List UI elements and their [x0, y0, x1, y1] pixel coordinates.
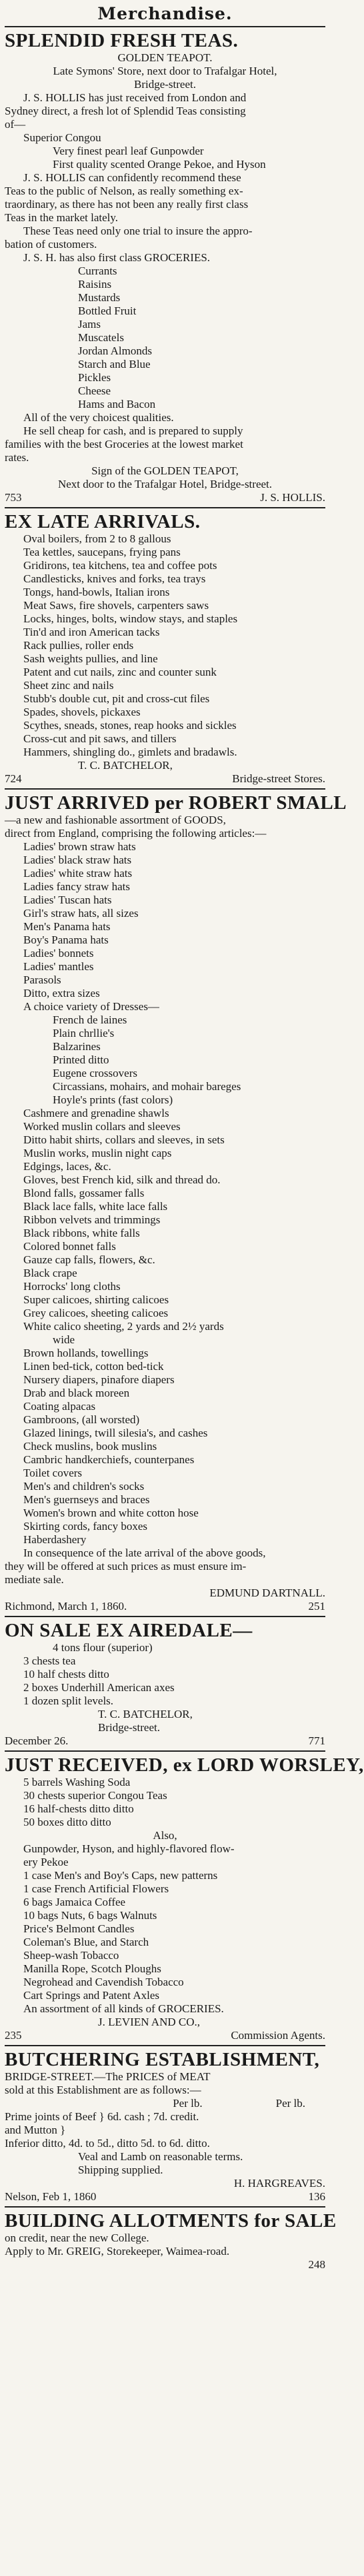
advertiser-address: Bridge-street. [98, 1721, 160, 1734]
ad-line: Cart Springs and Patent Axles [23, 1989, 159, 2002]
ad-line: Hams and Bacon [78, 398, 156, 410]
ad-heading: BUILDING ALLOTMENTS for SALE [5, 2210, 337, 2232]
ad-line: Gambroons, (all worsted) [23, 1413, 140, 1426]
price-col-label: Per lb. [275, 2097, 305, 2110]
ad-line: French de laines [53, 1013, 127, 1026]
advertiser-name: J. S. HOLLIS. [260, 491, 325, 504]
ad-line: Meat Saws, fire shovels, carpenters saws [23, 599, 209, 612]
ad-line: and Mutton } [5, 2124, 66, 2136]
ad-line: Super calicoes, shirting calicoes [23, 1293, 169, 1306]
ad-line: BRIDGE-STREET.—The PRICES of MEAT [5, 2070, 211, 2083]
ad-line: direct from England, comprising the following articles:— [5, 827, 267, 840]
price-col-label: Per lb. [173, 2097, 203, 2110]
ad-line: Drab and black moreen [23, 1387, 130, 1399]
ad-line: Parasols [23, 973, 61, 986]
ad-line: Negrohead and Cavendish Tobacco [23, 1976, 184, 1988]
ad-line: Price's Belmont Candles [23, 1922, 135, 1935]
ad-line: Cashmere and grenadine shawls [23, 1107, 169, 1119]
ad-line: Sign of the GOLDEN TEAPOT, [91, 464, 239, 477]
divider [5, 2045, 325, 2046]
ad-line: Ditto habit shirts, collars and sleeves, in sets [23, 1133, 225, 1146]
ad-number: 771 [308, 1734, 325, 1747]
ad-signature [5, 1600, 325, 1613]
divider [5, 1750, 325, 1752]
ad-line: Ladies' white straw hats [23, 867, 133, 880]
ad-signature [5, 491, 325, 504]
ad-line: Ladies fancy straw hats [23, 880, 131, 893]
ad-line: Bridge-street. [134, 78, 196, 91]
ad-butchering [5, 2049, 325, 2204]
ad-intro [5, 2070, 325, 2097]
ad-body [5, 2232, 325, 2258]
ad-line: Oval boilers, from 2 to 8 gallous [23, 532, 171, 545]
ad-line: Sydney direct, a fresh lot of Splendid Teas consisting [5, 105, 246, 117]
ad-line: Prime joints of Beef } 6d. cash ; 7d. credit. [5, 2110, 199, 2123]
ad-body [5, 2110, 325, 2177]
ad-body [5, 51, 325, 491]
ad-line: rates. [5, 451, 29, 464]
ad-line: Cheese [78, 384, 111, 397]
ad-line: All of the very choicest qualities. [23, 411, 174, 424]
advertiser-name: H. HARGREAVES. [233, 2177, 325, 2190]
ad-heading: JUST RECEIVED, ex LORD WORSLEY, [5, 1754, 364, 1776]
ad-late-arrivals [5, 511, 325, 786]
ad-line: 1 dozen split levels. [23, 1694, 114, 1707]
ad-line: Stubb's double cut, pit and cross-cut files [23, 692, 210, 705]
ad-line: sold at this Establishment are as follows:— [5, 2084, 201, 2096]
ad-line: Bottled Fruit [78, 305, 137, 317]
section-masthead: Merchandise. [97, 4, 233, 23]
ad-line: Sheet zinc and nails [23, 679, 114, 692]
ad-line: Ladies' Tuscan hats [23, 894, 112, 906]
ad-heading: JUST ARRIVED per ROBERT SMALL [5, 792, 347, 814]
ad-line: Black crape [23, 1267, 77, 1279]
ad-number: 753 [5, 491, 22, 504]
ad-line: Teas to the public of Nelson, as really something ex- [5, 185, 243, 197]
advertiser-address: Bridge-street Stores. [232, 772, 325, 785]
ad-date: Richmond, March 1, 1860. [5, 1600, 127, 1612]
ad-line: White calico sheeting, 2 yards and 2½ yards [23, 1320, 224, 1333]
ad-line: Coating alpacas [23, 1400, 96, 1413]
ad-line: Jordan Almonds [78, 344, 152, 357]
ad-robert-small [5, 792, 347, 1613]
ad-line: Glazed linings, twill silesia's, and cashes [23, 1427, 208, 1439]
ad-line: Skirting cords, fancy boxes [23, 1520, 148, 1533]
ad-line: Worked muslin collars and sleeves [23, 1120, 181, 1133]
ad-date: December 26. [5, 1734, 69, 1747]
ad-line: 1 case French Artificial Flowers [23, 1882, 169, 1895]
ad-line: Linen bed-tick, cotton bed-tick [23, 1360, 164, 1373]
ad-heading: ON SALE EX AIREDALE— [5, 1620, 253, 1641]
ad-number: 724 [5, 772, 22, 785]
advertiser-name: EDMUND DARTNALL. [209, 1587, 325, 1599]
ad-number: 235 [5, 2029, 22, 2042]
ad-line: families with the best Groceries at the lowest market [5, 438, 243, 450]
ad-line: on credit, near the new College. [5, 2232, 149, 2244]
ad-line: Pickles [78, 371, 111, 384]
divider [5, 2206, 325, 2208]
ad-line: Nursery diapers, pinafore diapers [23, 1373, 175, 1386]
ad-line: J. S. H. has also first class GROCERIES. [23, 251, 211, 264]
ad-line: Plain chrllie's [53, 1027, 115, 1039]
ad-number: 136 [308, 2190, 325, 2203]
ad-line: Haberdashery [23, 1533, 87, 1546]
ad-line: He sell cheap for cash, and is prepared to supply [23, 424, 243, 437]
ad-line: Ladies' black straw hats [23, 854, 132, 866]
ad-line: 2 boxes Underhill American axes [23, 1681, 175, 1694]
ad-line: Gloves, best French kid, silk and thread do. [23, 1173, 221, 1186]
ad-line: Edgings, laces, &c. [23, 1160, 111, 1173]
ad-lord-worsley [5, 1754, 364, 2042]
ad-body [5, 532, 325, 759]
ad-line: Ditto, extra sizes [23, 987, 100, 999]
ad-signature [5, 2029, 325, 2042]
ad-airedale [5, 1620, 325, 1748]
ad-line: 30 chests superior Congou Teas [23, 1789, 167, 1802]
ad-line: 4 tons flour (superior) [53, 1641, 153, 1654]
ad-line: 5 barrels Washing Soda [23, 1776, 131, 1788]
ad-line: Girl's straw hats, all sizes [23, 907, 139, 920]
ad-line: Ladies' mantles [23, 960, 94, 973]
ad-line: Apply to Mr. GREIG, Storekeeper, Waimea-road. [5, 2245, 230, 2257]
ad-body [5, 1776, 325, 2016]
ad-line: of— [5, 118, 26, 131]
ad-signature [5, 1734, 325, 1748]
ad-number: 251 [308, 1600, 325, 1612]
price-header [5, 2097, 325, 2110]
ad-line: 3 chests tea [23, 1654, 76, 1667]
ad-line: Superior Congou [23, 131, 101, 144]
ad-line: Next door to the Trafalgar Hotel, Bridge-street. [57, 478, 273, 490]
ad-line: Circassians, mohairs, and mohair bareges [53, 1080, 241, 1093]
ad-line: Very finest pearl leaf Gunpowder [53, 145, 204, 157]
ad-line: Horrocks' long cloths [23, 1280, 121, 1293]
ad-line: Also, [153, 1829, 177, 1842]
ad-line: Mustards [78, 291, 121, 304]
ad-line: —a new and fashionable assortment of GOODS, [5, 814, 226, 826]
ad-line: Raisins [78, 278, 112, 291]
ad-line: A choice variety of Dresses— [23, 1000, 159, 1013]
ad-line: Coleman's Blue, and Starch [23, 1936, 149, 1948]
ad-line: bation of customers. [5, 238, 97, 251]
ad-line: Gauze cap falls, flowers, &c. [23, 1253, 155, 1266]
ad-line: Men's guernseys and braces [23, 1493, 150, 1506]
ad-line: Tongs, hand-bowls, Italian irons [23, 586, 170, 598]
ad-line: Tea kettles, saucepans, frying pans [23, 546, 181, 558]
ad-line: These Teas need only one trial to insure the appro- [23, 225, 253, 237]
ad-line: Spades, shovels, pickaxes [23, 706, 141, 718]
ad-line: Sheep-wash Tobacco [23, 1949, 119, 1962]
ad-line: Hoyle's prints (fast colors) [53, 1093, 173, 1106]
divider [5, 788, 325, 790]
ad-line: Cambric handkerchiefs, counterpanes [23, 1453, 195, 1466]
ad-line: Grey calicoes, sheeting calicoes [23, 1307, 169, 1319]
ad-line: Printed ditto [53, 1053, 109, 1066]
ad-line: Brown hollands, towellings [23, 1347, 149, 1359]
ad-building-allotments [5, 2210, 337, 2271]
ad-line: First quality scented Orange Pekoe, and Hyson [53, 158, 266, 171]
ad-line: Rack pullies, roller ends [23, 639, 134, 652]
ad-line: Gridirons, tea kitchens, tea and coffee pots [23, 559, 217, 572]
ad-heading: EX LATE ARRIVALS. [5, 511, 201, 532]
ad-line: Eugene crossovers [53, 1067, 137, 1079]
ad-line: Colored bonnet falls [23, 1240, 116, 1253]
ad-line: Boy's Panama hats [23, 934, 109, 946]
ad-line: Blond falls, gossamer falls [23, 1187, 145, 1199]
ad-line: Black lace falls, white lace falls [23, 1200, 168, 1213]
ad-line: Men's Panama hats [23, 920, 111, 933]
ad-line: Balzarines [53, 1040, 101, 1053]
ad-line: Inferior ditto, 4d. to 5d., ditto 5d. to 6d. ditto. [5, 2137, 210, 2150]
ad-line: 10 half chests ditto [23, 1668, 109, 1680]
advertiser-name: T. C. BATCHELOR, [78, 759, 173, 772]
ad-line: Muscatels [78, 331, 124, 344]
ad-line: Locks, hinges, bolts, window stays, and staples [23, 612, 238, 625]
ad-line: Cross-cut and pit saws, and tillers [23, 732, 177, 745]
ad-line: Starch and Blue [78, 358, 151, 370]
ad-line: Late Symons' Store, next door to Trafalgar Hotel, [53, 65, 277, 77]
ad-line: Veal and Lamb on reasonable terms. [78, 2150, 243, 2163]
ad-line: Candlesticks, knives and forks, tea trays [23, 572, 206, 585]
ad-line: GOLDEN TEAPOT. [117, 51, 213, 64]
ad-line: An assortment of all kinds of GROCERIES. [23, 2002, 224, 2015]
ad-signature [5, 772, 325, 786]
ad-line: Women's brown and white cotton hose [23, 1507, 199, 1519]
ad-line: Toilet covers [23, 1467, 83, 1479]
ad-heading: BUTCHERING ESTABLISHMENT, [5, 2049, 320, 2070]
ad-line: Men's and children's socks [23, 1480, 145, 1493]
ad-line: J. S. HOLLIS can confidently recommend these [23, 171, 241, 184]
ad-line: Scythes, sneads, stones, reap hooks and sickles [23, 719, 237, 732]
ad-line: mediate sale. [5, 1573, 64, 1586]
advertiser-name: J. LEVIEN AND CO., [98, 2016, 200, 2028]
ad-date: Nelson, Feb 1, 1860 [5, 2190, 97, 2203]
advertiser-name: T. C. BATCHELOR, [98, 1708, 193, 1720]
divider [5, 1616, 325, 1617]
ad-line: Ribbon velvets and trimmings [23, 1213, 161, 1226]
ad-signature [5, 2190, 325, 2204]
ad-line: Patent and cut nails, zinc and counter sunk [23, 666, 217, 678]
ad-line: Shipping supplied. [78, 2164, 163, 2176]
ad-line: Check muslins, book muslins [23, 1440, 157, 1453]
divider [5, 507, 325, 508]
ad-line: traordinary, as there has not been any really first class [5, 198, 249, 211]
divider [5, 26, 325, 27]
ad-line: they will be offered at such prices as must ensure im- [5, 1560, 247, 1573]
ad-line: Manilla Rope, Scotch Ploughs [23, 1962, 161, 1975]
advertiser-role: Commission Agents. [231, 2029, 325, 2042]
ad-line: 1 case Men's and Boy's Caps, new patterns [23, 1869, 218, 1882]
ad-line: Black ribbons, white falls [23, 1227, 140, 1239]
ad-line: Ladies' bonnets [23, 947, 94, 960]
ad-line: Jams [78, 318, 101, 330]
ad-line: Tin'd and iron American tacks [23, 626, 160, 638]
ad-line: Gunpowder, Hyson, and highly-flavored flow- [23, 1842, 235, 1855]
ad-line: Hammers, shingling do., gimlets and bradawls. [23, 746, 237, 758]
ad-splendid-teas [5, 30, 325, 504]
ad-body [5, 1641, 325, 1708]
ad-line: Currants [78, 265, 117, 277]
ad-line: ery Pekoe [23, 1856, 69, 1868]
ad-line: 10 bags Nuts, 6 bags Walnuts [23, 1909, 157, 1922]
ad-line: wide [53, 1333, 75, 1346]
ad-line: 16 half-chests ditto ditto [23, 1802, 134, 1815]
ad-line: 50 boxes ditto ditto [23, 1816, 111, 1828]
ad-line: Ladies' brown straw hats [23, 840, 136, 853]
ad-line: In consequence of the late arrival of the above goods, [23, 1547, 266, 1559]
ad-line: J. S. HOLLIS has just received from London and [23, 91, 247, 104]
ad-heading: SPLENDID FRESH TEAS. [5, 30, 239, 51]
ad-body [5, 840, 325, 1587]
ad-number: 248 [308, 2258, 325, 2271]
ad-line: Sash weights pullies, and line [23, 652, 158, 665]
ad-line: Teas in the market lately. [5, 211, 118, 224]
ad-line: 6 bags Jamaica Coffee [23, 1896, 126, 1908]
ad-line: Muslin works, muslin night caps [23, 1147, 172, 1159]
ad-intro [5, 814, 325, 840]
